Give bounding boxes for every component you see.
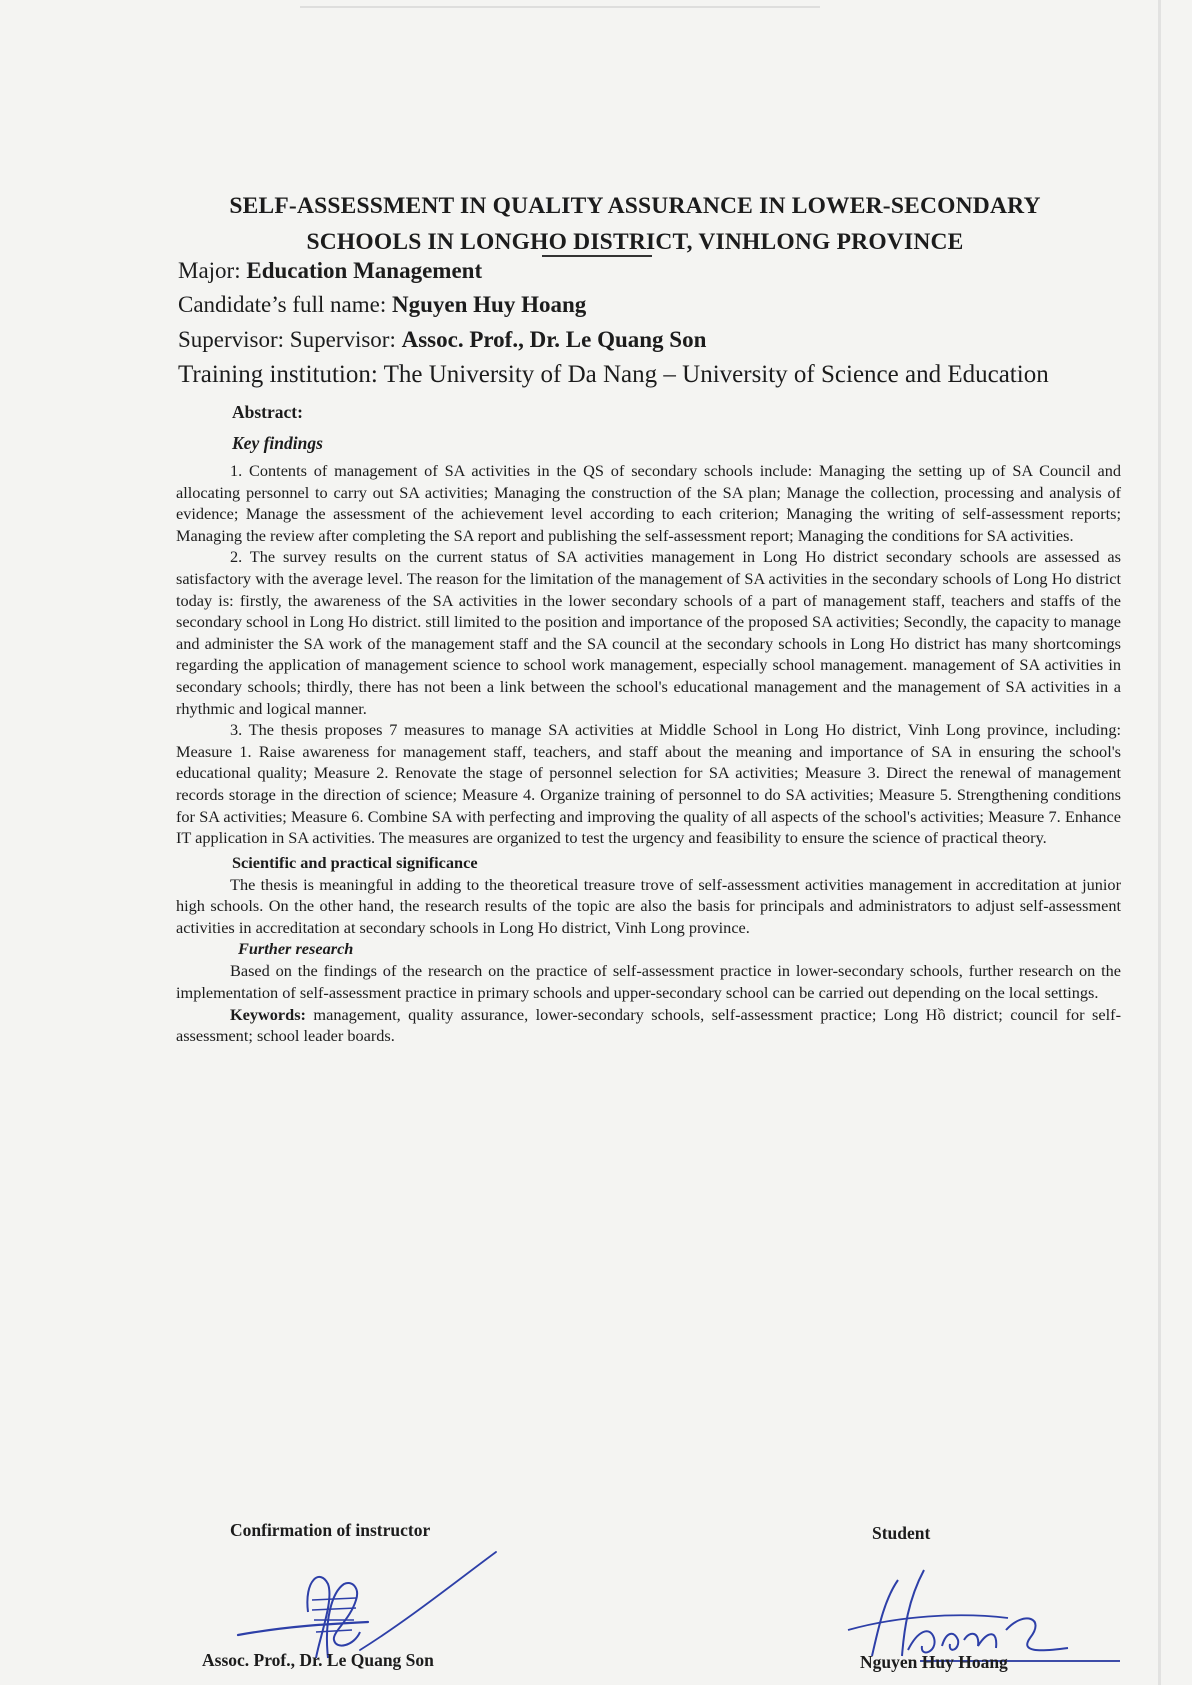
supervisor-line [178, 325, 706, 355]
abstract-heading: Abstract: [232, 402, 303, 422]
significance-heading: Scientific and practical significance [232, 852, 478, 872]
instructor-name: Assoc. Prof., Dr. Le Quang Son [202, 1650, 434, 1670]
finding-1: 1. Contents of management of SA activities in the QS of secondary schools include: Managing the setting up of SA Council and allocating personnel to carry out SA activities; Managing the construction of the SA plan; Manage the collection, processing and analysis of evidence; Manage the assessment of the achievement level according to each criterion; Managing the writing of self-assessment reports; Managing the review after completing the SA report and publishing the self-assessment report; Managing the conditions for SA activities. [176, 461, 1121, 545]
candidate-value: Nguyen Huy Hoang [391, 292, 587, 317]
major-line [178, 256, 482, 286]
institution-line [178, 360, 1049, 390]
title-underline [542, 255, 652, 257]
key-findings-heading: Key findings [232, 433, 323, 453]
supervisor-value: Assoc. Prof., Dr. Le Quang Son [401, 327, 707, 352]
title-line-1: SELF-ASSESSMENT IN QUALITY ASSURANCE IN LOWER-SECONDARY [229, 193, 1041, 219]
keywords-label: Keywords: [230, 1004, 306, 1024]
finding-3: 3. The thesis proposes 7 measures to manage SA activities at Middle School in Long Ho district, Vinh Long province, including: Measure 1. Raise awareness for management staff, teachers, and staff about the meaning and importance of SA in ensuring the school's educational quality; Measure 2. Renovate the stage of personnel selection for SA activities; Measure 3. Direct the renewal of management records storage in the direction of science; Measure 4. Organize training of personnel to do SA activities; Measure 5. Strengthening conditions for SA activities; Measure 6. Combine SA with perfecting and improving the quality of all aspects of the school's activities; Measure 7. Enhance IT application in SA activities. The measures are organized to test the urgency and feasibility to ensure the science of practical theory. [176, 720, 1121, 848]
institution-label: Training institution: [178, 361, 384, 388]
major-value: Education Management [246, 258, 483, 283]
instructor-confirmation-label: Confirmation of instructor [230, 1520, 431, 1540]
keywords-text: management, quality assurance, lower-secondary schools, self-assessment practice; Long Hồ district; council for self-assessment; school leader boards. [176, 1004, 1121, 1046]
scan-edge-right [1158, 0, 1161, 1685]
finding-2: 2. The survey results on the current status of SA activities management in Long Ho district secondary schools are assessed as satisfactory with the average level. The reason for the limitation of the management of SA activities in the secondary schools of Long Ho district today is: firstly, the awareness of the SA activities in the lower secondary schools of a part of management staff, teachers and staffs of the secondary school in Long Ho district. still limited to the position and importance of the proposed SA activities; Secondly, the capacity to manage and administer the SA work of the management staff and the SA council at the secondary schools in Long Ho district has many shortcomings regarding the application of management science to school work management, especially school management. management of SA activities in secondary schools; thirdly, there has not been a link between the school's educational management and the management of SA activities in a rhythmic and logical manner. [176, 547, 1121, 718]
scan-edge-top [300, 6, 820, 8]
student-label: Student [872, 1523, 931, 1543]
further-research-text: Based on the findings of the research on the practice of self-assessment practice in lower-secondary schools, further research on the implementation of self-assessment practice in primary schools and upper-secondary school can be carried out depending on the local settings. [176, 961, 1121, 1003]
candidate-line [178, 290, 586, 320]
keywords-paragraph [176, 1004, 1121, 1047]
thesis-title [160, 188, 1110, 260]
title-line-2: SCHOOLS IN LONGHO DISTRICT, VINHLONG PROVINCE [306, 229, 964, 255]
supervisor-label: Supervisor: Supervisor: [178, 327, 402, 352]
student-name: Nguyen Huy Hoang [860, 1652, 1008, 1672]
further-research-heading: Further research [238, 939, 354, 959]
major-label: Major: [178, 258, 247, 283]
abstract-body [176, 400, 1121, 1047]
significance-text: The thesis is meaningful in adding to the theoretical treasure trove of self-assessment activities management in accreditation at junior high schools. On the other hand, the research results of the topic are also the basis for principals and administrators to adjust self-assessment activities in accreditation at secondary schools in Long Ho district, Vinh Long province. [176, 874, 1121, 937]
institution-value: The University of Da Nang – University of Science and Education [383, 361, 1049, 388]
candidate-label: Candidate’s full name: [178, 292, 392, 317]
